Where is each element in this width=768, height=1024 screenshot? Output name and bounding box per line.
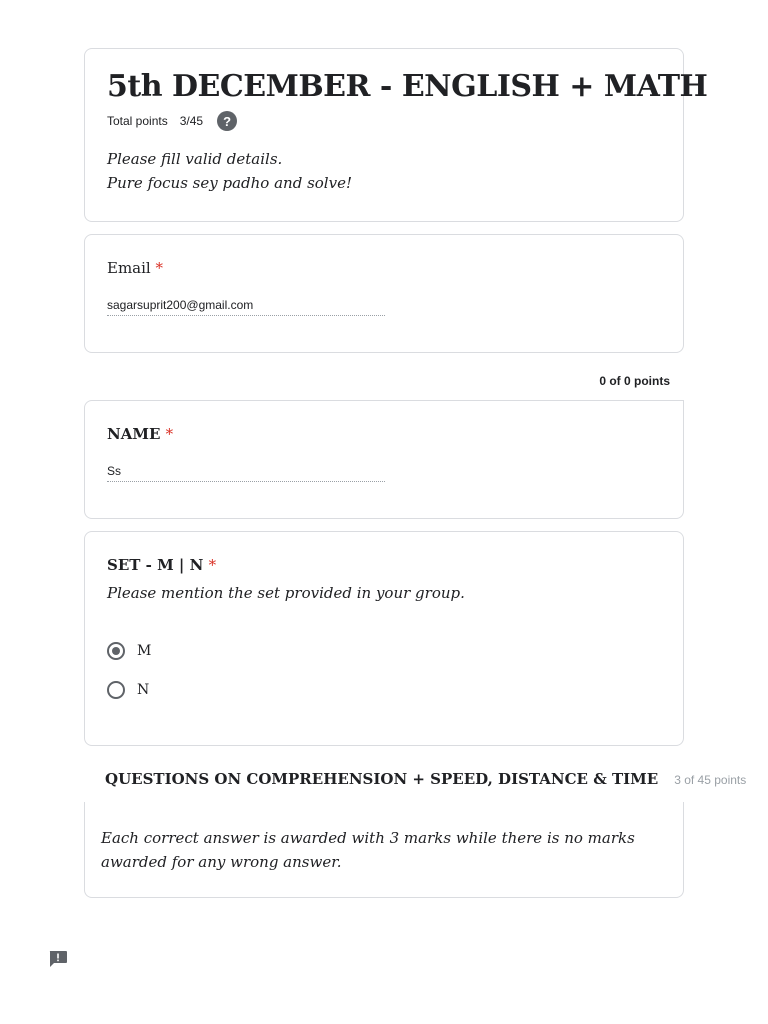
email-answer: sagarsuprit200@gmail.com bbox=[107, 298, 385, 316]
name-section-points: 0 of 0 points bbox=[599, 374, 670, 388]
section-title: QUESTIONS ON COMPREHENSION + SPEED, DISTANCE & TIME bbox=[105, 770, 659, 788]
help-icon[interactable]: ? bbox=[217, 111, 237, 131]
email-question-card bbox=[84, 234, 684, 353]
section-description-card bbox=[84, 802, 684, 898]
name-label-text: NAME bbox=[107, 425, 161, 443]
radio-button-checked[interactable] bbox=[107, 642, 125, 660]
radio-option-n[interactable] bbox=[107, 681, 149, 699]
form-description-line-1: Please fill valid details. bbox=[107, 150, 283, 168]
required-asterisk: * bbox=[165, 425, 174, 443]
form-title: 5th DECEMBER - ENGLISH + MATH bbox=[107, 69, 708, 104]
feedback-icon[interactable] bbox=[48, 950, 68, 968]
section-header bbox=[105, 770, 746, 788]
set-helper-text: Please mention the set provided in your group. bbox=[107, 584, 465, 602]
set-label-text: SET - M | N bbox=[107, 556, 204, 574]
radio-option-label: M bbox=[137, 643, 152, 659]
section-points: 3 of 45 points bbox=[674, 773, 747, 787]
form-description bbox=[107, 147, 352, 195]
total-points-row bbox=[107, 111, 237, 131]
radio-option-m[interactable] bbox=[107, 642, 151, 660]
name-question-card bbox=[84, 400, 684, 519]
name-answer: Ss bbox=[107, 464, 385, 482]
set-label bbox=[107, 556, 216, 574]
required-asterisk: * bbox=[208, 556, 217, 574]
name-label bbox=[107, 425, 173, 443]
radio-option-label: N bbox=[137, 682, 150, 698]
email-label bbox=[107, 259, 163, 277]
section-description: Each correct answer is awarded with 3 marks while there is no marks awarded for any wrong answer. bbox=[101, 829, 635, 871]
form-header-card bbox=[84, 48, 708, 222]
set-question-card bbox=[84, 531, 684, 746]
radio-button-unchecked[interactable] bbox=[107, 681, 125, 699]
email-label-text: Email bbox=[107, 259, 151, 277]
form-description-line-2: Pure focus sey padho and solve! bbox=[107, 174, 352, 192]
total-points-label: Total points bbox=[107, 114, 168, 128]
total-points-value: 3/45 bbox=[179, 114, 204, 128]
required-asterisk: * bbox=[155, 259, 163, 277]
